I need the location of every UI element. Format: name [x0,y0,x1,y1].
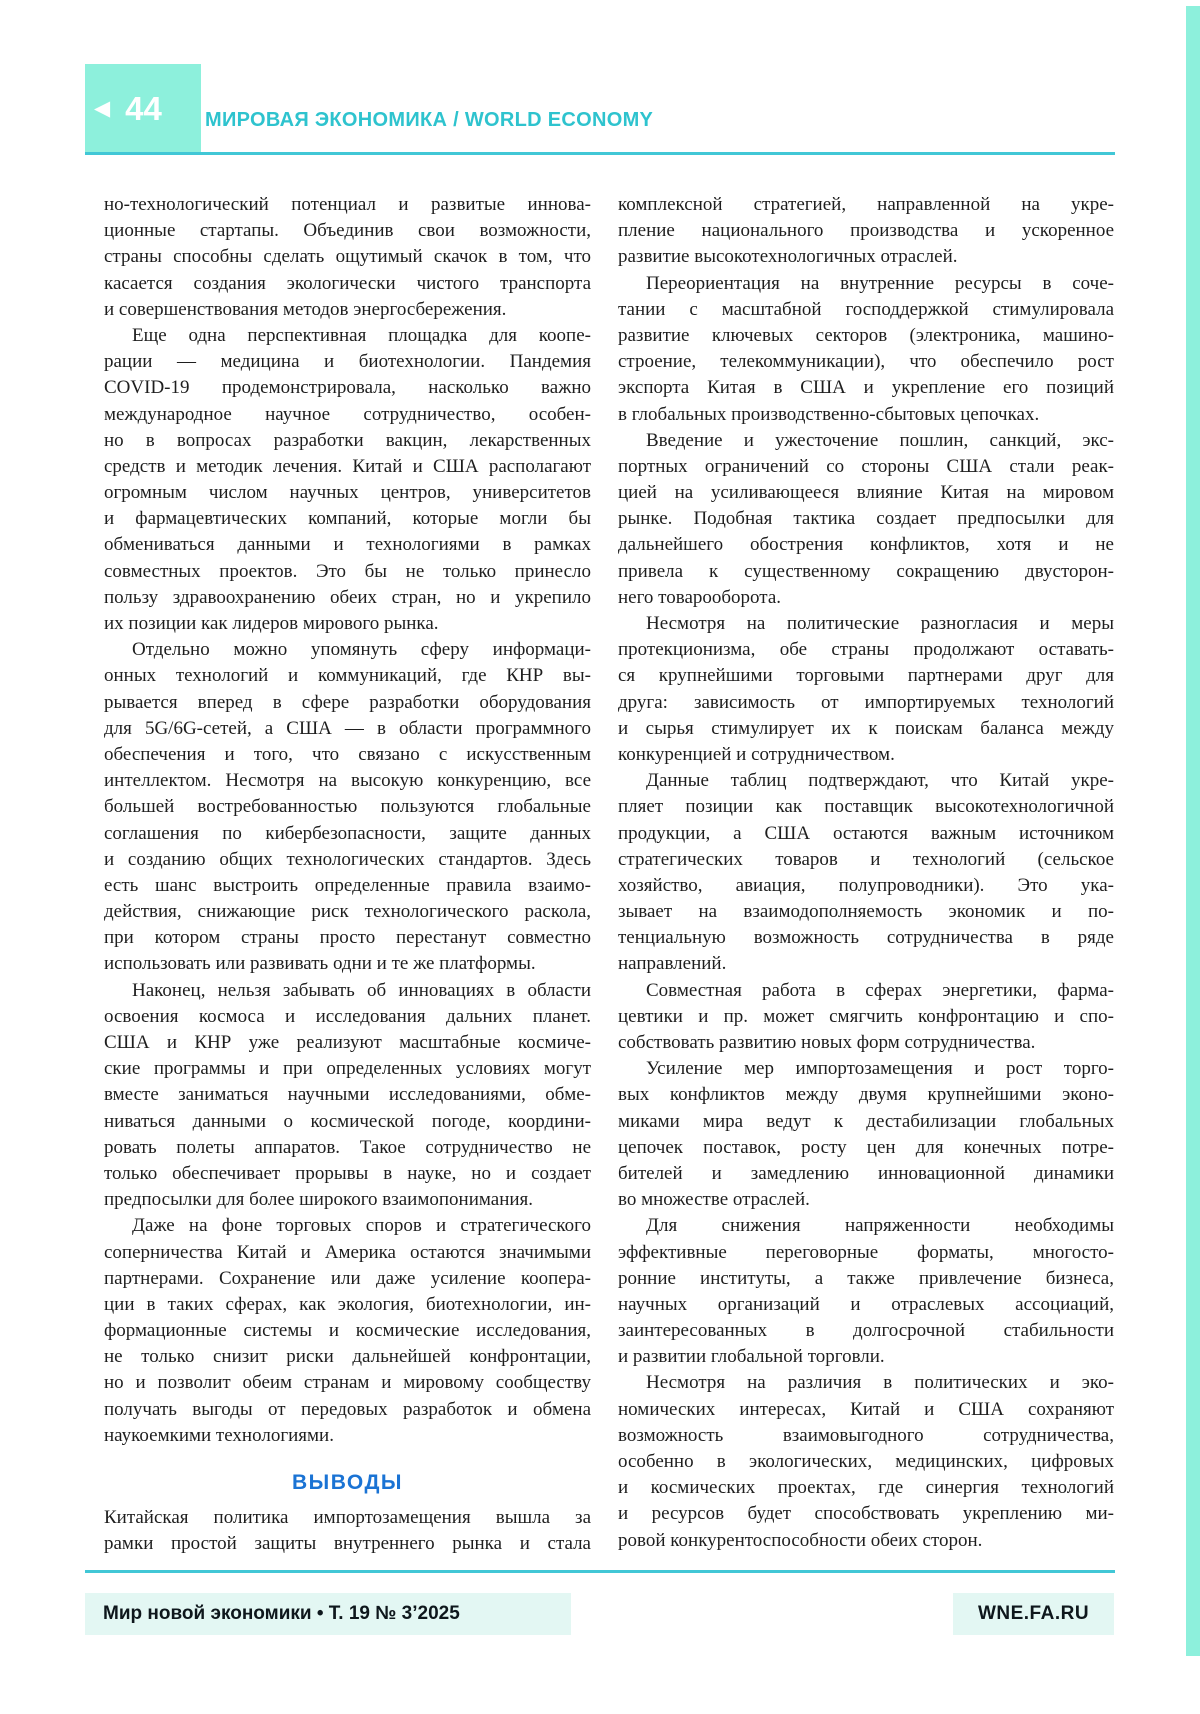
text-line: Китайская политика импортозамещения вышла за [104,1507,591,1528]
text-line: наукоемкими технологиями. [104,1424,334,1446]
text-line: пление национального производства и ускоренное [618,220,1114,242]
text-line: собствовать развитию новых форм сотрудничества. [618,1032,1036,1053]
text-line: средств и методик лечения. Китай и США располагают [104,455,591,477]
left-column-text [104,192,591,1449]
text-line: есть шанс выстроить определенные правила взаимо- [104,874,591,896]
text-line: стратегических товаров и технологий (сельское [618,848,1114,870]
text-line: него товарооборота. [618,586,782,608]
text-line: эффективные переговорные форматы, многосто- [618,1241,1114,1263]
text-line: но и позволит обеим странам и мировому сообществу [104,1372,591,1394]
text-line: рывается вперед в сфере разработки оборудования [104,691,591,713]
text-line: портных ограничений со стороны США стали реак- [618,455,1114,477]
text-line: использовать или развивать одни и те же платформы. [104,953,536,975]
text-line: цевтики и пр. может смягчить конфронтацию и спо- [618,1005,1114,1027]
conclusions-text [104,1505,591,1557]
text-line: цепочек поставок, росту цен для конечных потре- [618,1136,1114,1158]
back-arrow-icon[interactable]: ◀ [94,96,111,120]
text-line: дальнейшего обострения конфликтов, хотя и не [618,534,1114,556]
text-line: пользу здравоохранению обеих стран, но и укрепило [104,586,591,608]
article-body [104,192,1114,1557]
text-line: Переориентация на внутренние ресурсы в соче- [646,272,1114,294]
text-line: только обеспечивает прорывы в науке, но и создает [104,1162,591,1184]
text-line: Введение и ужесточение пошлин, санкций, экс- [646,429,1114,451]
text-line: миками мира ведут к дестабилизации глобальных [618,1110,1114,1132]
text-line: Совместная работа в сферах энергетики, фарма- [646,979,1114,1001]
text-line: ровой конкурентоспособности обеих сторон. [618,1529,983,1551]
text-line: и развитии глобальной торговли. [618,1346,885,1368]
text-line: развитие ключевых секторов (электроника, машино- [618,324,1114,346]
text-line: США и КНР уже реализуют масштабные космиче- [104,1032,591,1053]
text-line: научных организаций и отраслевых ассоциаций, [618,1293,1114,1315]
text-line: освоения космоса и исследования дальних планет. [104,1005,591,1027]
footer-divider [85,1570,1115,1573]
text-line: и ресурсов будет способствовать укреплению ми- [618,1503,1114,1525]
text-line: соперничества Китай и Америка остаются значимыми [104,1241,591,1263]
text-line: ровать полеты аппаратов. Такое сотрудничество не [104,1136,591,1158]
text-line: пляет позиции как поставщик высокотехнологичной [618,796,1114,818]
text-line: хозяйство, авиация, полупроводники). Это ука- [618,874,1114,896]
text-line: ниваться данными о космической погоде, координи- [104,1110,591,1132]
text-line: и созданию общих технологических стандартов. Здесь [104,848,591,870]
text-line: вместе заниматься научными исследованиями, обме- [104,1084,591,1106]
text-line: COVID-19 продемонстрировала, насколько важно [104,377,591,399]
left-column [104,192,591,1557]
text-line: огромным числом научных центров, университетов [104,482,591,504]
header-divider [85,152,1115,155]
journal-site-link[interactable]: WNE.FA.RU [953,1593,1114,1635]
text-line: международное научное сотрудничество, особен- [104,403,591,425]
text-line: строение, телекоммуникации), что обеспечило рост [618,351,1114,373]
text-line: Наконец, нельзя забывать об инновациях в области [132,979,591,1001]
text-line: страны способны сделать ощутимый скачок в том, что [104,246,591,268]
text-line: Отдельно можно упомянуть сферу информаци- [132,639,591,661]
text-line: для 5G/6G-сетей, а США — в области программного [104,717,591,739]
text-line: номических интересах, Китай и США сохраняют [618,1398,1114,1420]
text-line: и совершенствования методов энергосбережения. [104,298,507,320]
text-line: рамки простой защиты внутреннего рынка и стала [104,1533,591,1555]
text-line: ские программы и при определенных условиях могут [104,1058,591,1080]
text-line: тании с масштабной господдержкой стимулировала [618,298,1114,320]
text-line: касается создания экологически чистого транспорта [104,272,591,294]
text-line: ции в таких сферах, как экология, биотехнологии, ин- [104,1293,591,1315]
text-line: возможность взаимовыгодного сотрудничества, [618,1424,1114,1446]
text-line: и фармацевтических компаний, которые могли бы [104,508,591,530]
text-line: большей востребованностью пользуются глобальные [104,796,591,818]
text-line: интеллектом. Несмотря на высокую конкуренцию, все [104,770,591,792]
text-line: ся крупнейшими торговыми партнерами друг для [618,665,1114,687]
text-line: но в вопросах разработки вакцин, лекарственных [104,429,591,451]
text-line: и космических проектах, где синергия технологий [618,1477,1114,1499]
text-line: партнерами. Сохранение или даже усиление коопера- [104,1267,591,1289]
text-line: вых конфликтов между двумя крупнейшими эконо- [618,1084,1114,1106]
text-line: заинтересованных в долгосрочной стабильности [618,1320,1114,1342]
text-line: при котором страны просто перестанут совместно [104,927,591,949]
text-line: направлений. [618,953,727,975]
text-line: развитие высокотехнологичных отраслей. [618,246,958,268]
text-line: конкуренцией и сотрудничеством. [618,743,895,765]
text-line: рации — медицина и биотехнологии. Пандемия [104,351,591,373]
text-line: друга: зависимость от импортируемых технологий [618,691,1114,713]
text-line: цией на усиливающееся влияние Китая на мировом [618,482,1114,504]
text-line: продукции, а США остаются важным источником [618,822,1114,844]
text-line: предпосылки для более широкого взаимопонимания. [104,1189,534,1211]
text-line: их позиции как лидеров мирового рынка. [104,613,439,634]
text-line: формационные системы и космические исследования, [104,1320,591,1342]
text-line: в глобальных производственно-сбытовых цепочках. [618,403,1040,425]
text-line: соглашения по кибербезопасности, защите данных [104,822,591,844]
text-line: Несмотря на различия в политических и эко- [646,1372,1114,1394]
text-line: тенциальную возможность сотрудничества в ряде [618,927,1114,949]
text-line: обмениваться данными и технологиями в рамках [104,534,591,556]
text-line: особенно в экологических, медицинских, цифровых [618,1451,1114,1472]
text-line: зывает на взаимодополняемость экономик и по- [618,901,1114,923]
text-line: онных технологий и коммуникаций, где КНР вы- [104,665,591,687]
text-line: совместных проектов. Это бы не только принесло [104,560,591,582]
page-number-block [85,64,201,153]
text-line: протекционизма, обе страны продолжают оставать- [618,639,1114,661]
text-line: Данные таблиц подтверждают, что Китай укре- [646,770,1114,792]
text-line: привела к существенному сокращению двусторон- [618,560,1114,582]
text-line: Для снижения напряженности необходимы [646,1215,1114,1237]
section-title: МИРОВАЯ ЭКОНОМИКА / WORLD ECONOMY [205,109,654,131]
text-line: но-технологический потенциал и развитые иннова- [104,194,591,215]
conclusions-heading: ВЫВОДЫ [292,1471,403,1494]
text-line: Еще одна перспективная площадка для коопе- [132,324,591,346]
text-line: Даже на фоне торговых споров и стратегического [132,1215,591,1237]
text-line: бителей и замедлению инновационной динамики [618,1162,1114,1184]
text-line: действия, снижающие риск технологического раскола, [104,901,591,923]
text-line: получать выгоды от передовых разработок и обмена [104,1398,591,1420]
text-line: Несмотря на политические разногласия и меры [646,613,1114,634]
text-line: рынке. Подобная тактика создает предпосылки для [618,508,1114,530]
text-line: и сырья стимулирует их к поискам баланса между [618,717,1114,739]
journal-footer-info: Мир новой экономики • Т. 19 № 3’2025 [85,1593,571,1635]
text-line: во множестве отраслей. [618,1189,810,1211]
text-line: ционные стартапы. Объединив свои возможности, [104,220,591,242]
text-line: ронние институты, а также привлечение бизнеса, [618,1267,1114,1289]
page-number: 44 [125,90,162,127]
text-line: обеспечения и того, что связано с искусственным [104,743,591,765]
text-line: Усиление мер импортозамещения и рост торго- [646,1058,1114,1080]
text-line: не только снизит риски дальнейшей конфронтации, [104,1346,591,1368]
text-line: экспорта Китая в США и укрепление его позиций [618,377,1114,399]
text-line: комплексной стратегией, направленной на укре- [618,194,1114,215]
right-column-text [618,192,1114,1554]
right-column [618,192,1114,1557]
page-edge-accent-bar [1186,6,1200,1656]
